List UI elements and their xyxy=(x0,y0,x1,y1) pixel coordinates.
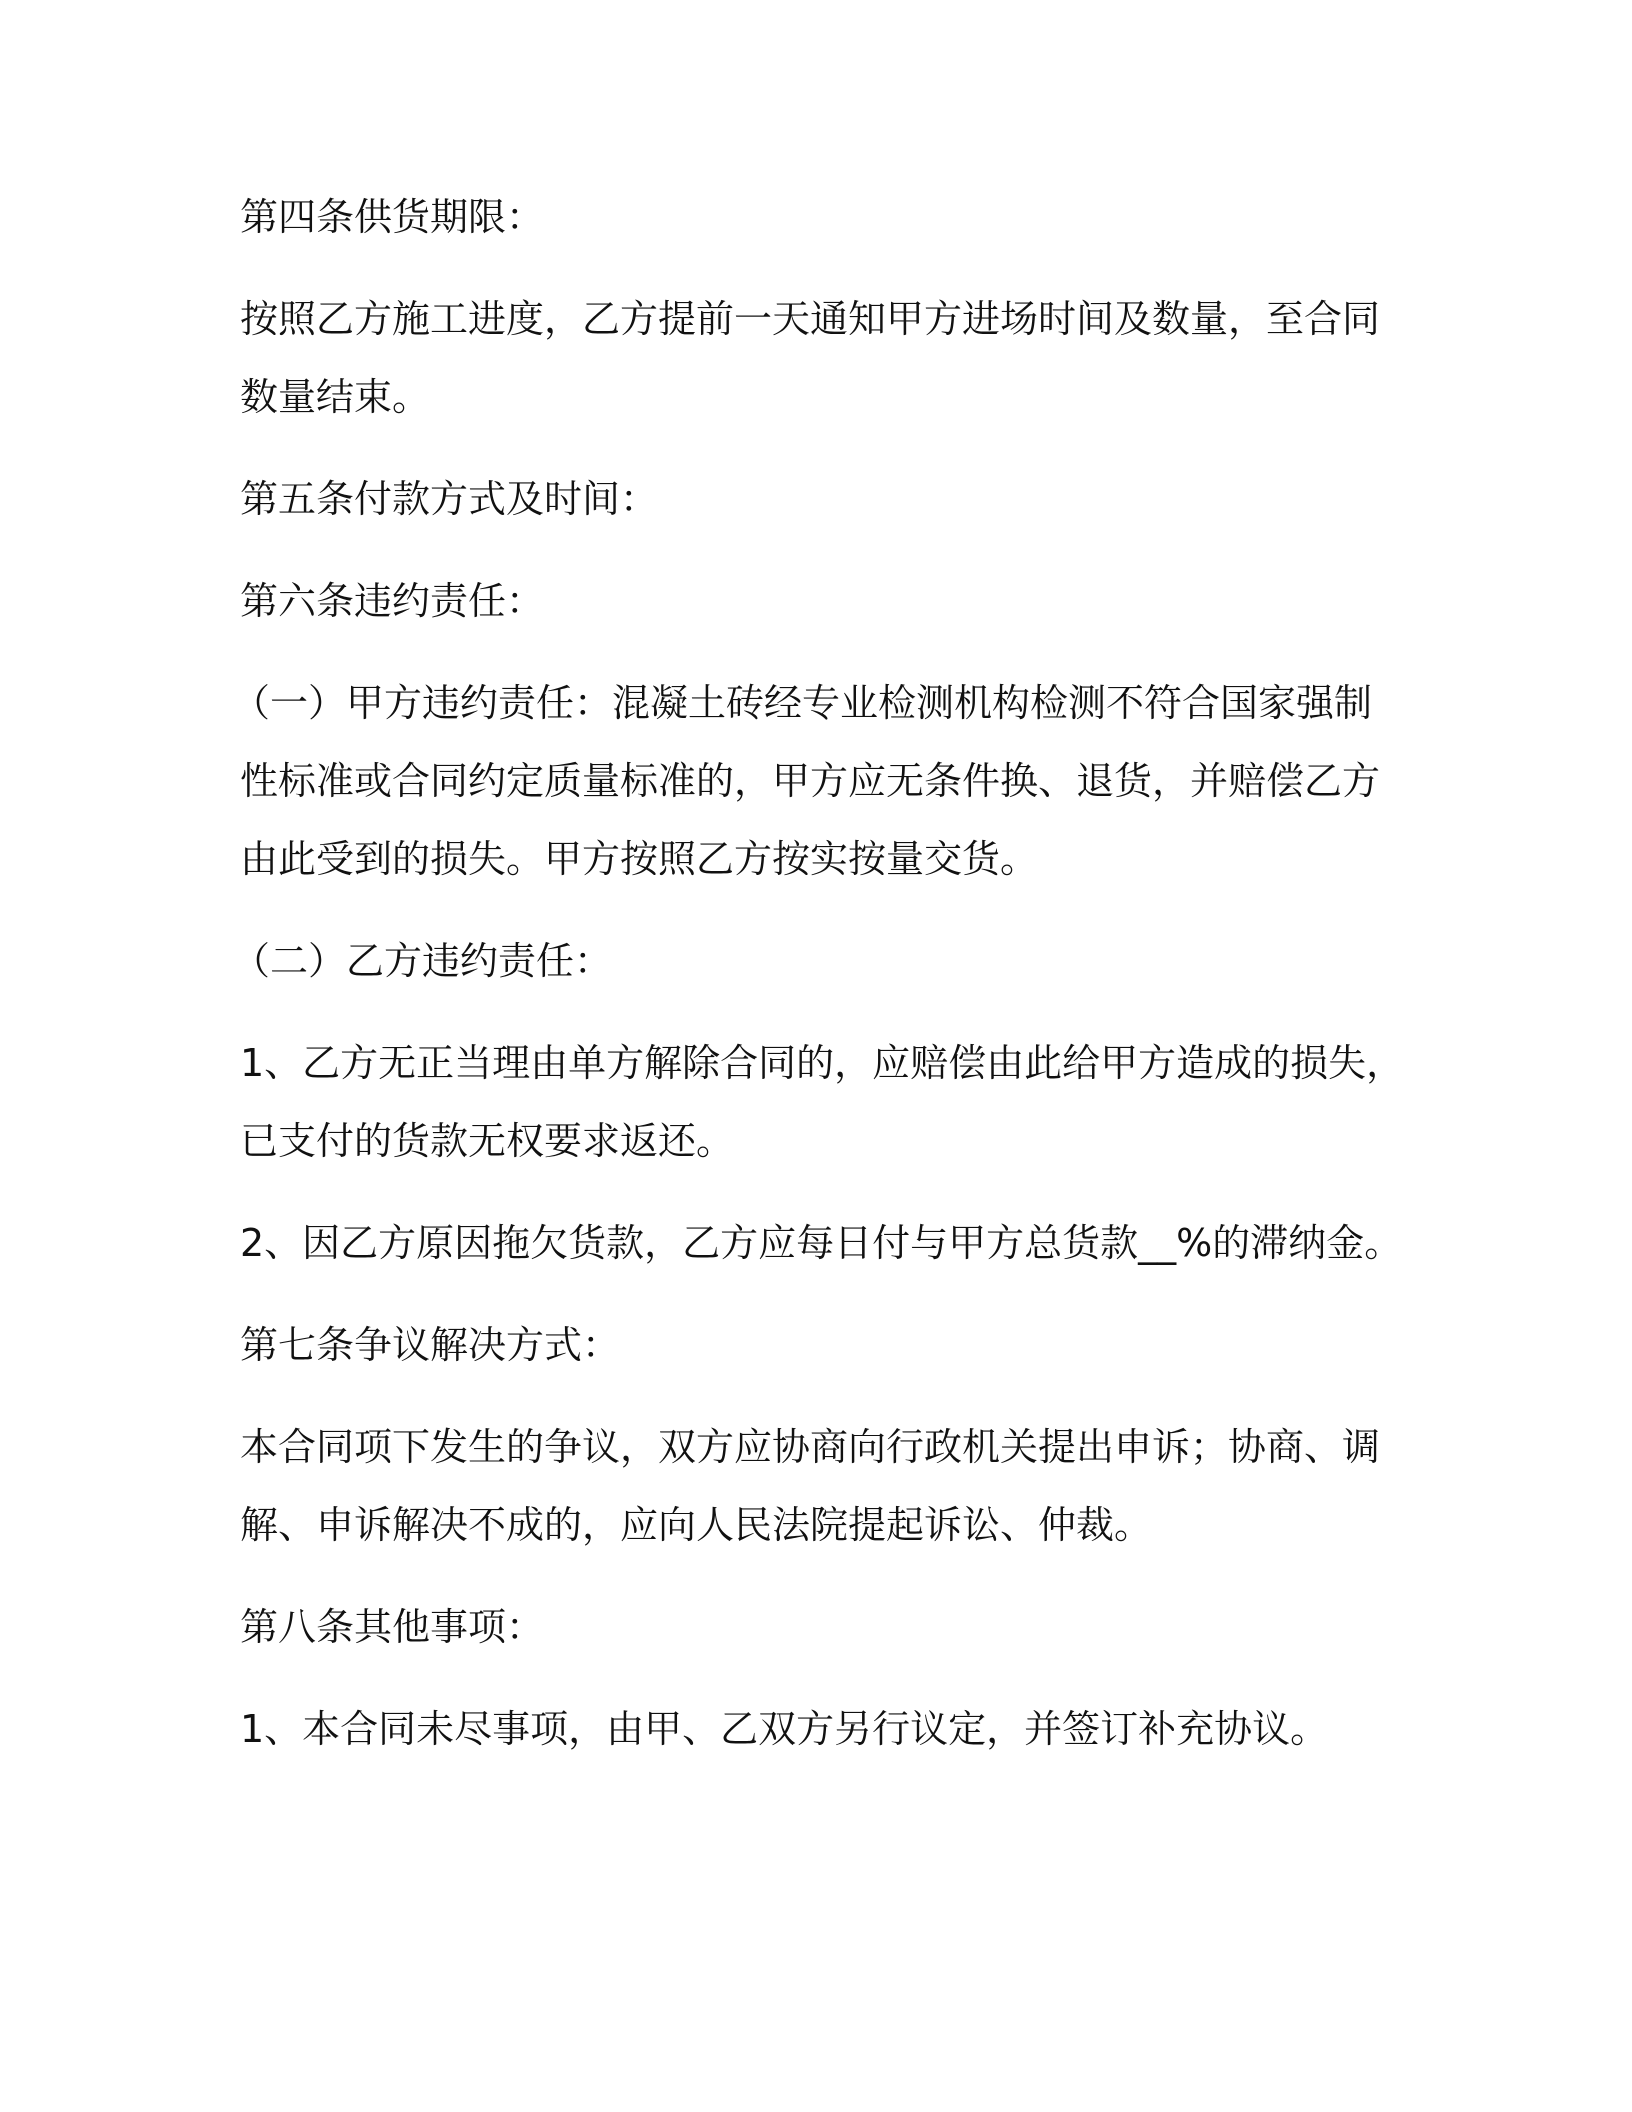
party-a-liability-line-2: 性标准或合同约定质量标准的，甲方应无条件换、退货，并赔偿乙方 xyxy=(240,759,1381,803)
article-4-heading: 第四条供货期限： xyxy=(240,195,545,239)
article-8-heading: 第八条其他事项： xyxy=(240,1605,545,1649)
party-a-liability-line-1: （一）甲方违约责任：混凝土砖经专业检测机构检测不符合国家强制 xyxy=(232,681,1373,725)
party-b-item-1-line-2: 已支付的货款无权要求返还。 xyxy=(240,1119,735,1163)
article-5-heading: 第五条付款方式及时间： xyxy=(240,477,659,521)
party-a-liability-line-3: 由此受到的损失。甲方按照乙方按实按量交货。 xyxy=(240,837,1039,881)
party-b-liability-heading: （二）乙方违约责任： xyxy=(232,939,613,983)
party-b-item-2: 2、因乙方原因拖欠货款，乙方应每日付与甲方总货款__%的滞纳金。 xyxy=(240,1221,1403,1265)
article-8-item-1: 1、本合同未尽事项，由甲、乙双方另行议定，并签订补充协议。 xyxy=(240,1707,1329,1751)
article-4-text-line-1: 按照乙方施工进度，乙方提前一天通知甲方进场时间及数量，至合同 xyxy=(240,297,1381,341)
article-7-text-line-1: 本合同项下发生的争议，双方应协商向行政机关提出申诉；协商、调 xyxy=(240,1425,1381,1469)
article-7-heading: 第七条争议解决方式： xyxy=(240,1323,621,1367)
article-4-text-line-2: 数量结束。 xyxy=(240,375,431,419)
article-6-heading: 第六条违约责任： xyxy=(240,579,545,623)
article-7-text-line-2: 解、申诉解决不成的，应向人民法院提起诉讼、仲裁。 xyxy=(240,1503,1153,1547)
party-b-item-1-line-1: 1、乙方无正当理由单方解除合同的，应赔偿由此给甲方造成的损失， xyxy=(240,1041,1405,1085)
